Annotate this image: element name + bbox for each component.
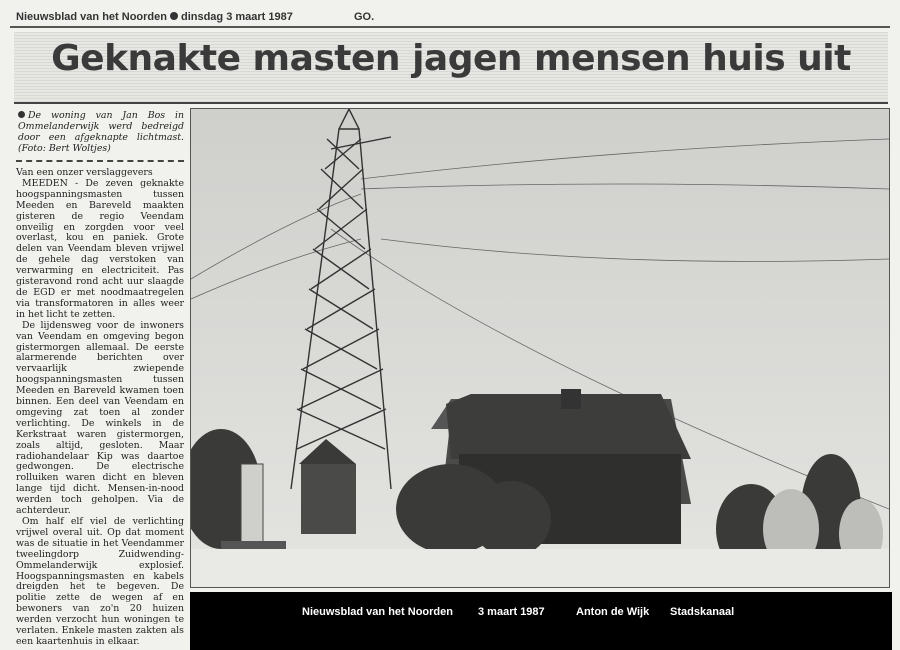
newspaper-name: Nieuwsblad van het Noorden xyxy=(16,11,167,23)
top-rule xyxy=(10,26,890,28)
paragraph: MEEDEN - De zeven geknakte hoogspanningsmasten tussen Meeden en Bareveld maakten gisteren de regio Veendam onveilig en zorgden voor veel overlast, kou en paniek. Grote delen van Veendam bleven vrijwel de gehele dag verstoken van verwarming en electriciteit. Pas gisteravond rond acht uur slaagde de EGD er met noodmaatregelen via transformatoren in alles weer in het licht te zetten. xyxy=(16,177,184,320)
masthead-section: GO. xyxy=(354,11,375,23)
credit-photographer: Anton de Wijk xyxy=(576,606,650,618)
caption-text: De woning van Jan Bos in Ommelanderwijk werd bedreigd door een afgeknapte lichtmast. (Foto: Bert Woltjes) xyxy=(18,110,184,154)
article-column xyxy=(14,110,184,650)
masthead-date: dinsdag 3 maart 1987 xyxy=(180,11,293,23)
article-body xyxy=(16,168,184,648)
photo-caption xyxy=(18,110,184,154)
credit-source: Nieuwsblad van het Noorden xyxy=(302,606,453,618)
masthead-left xyxy=(16,11,293,23)
photo-illustration xyxy=(191,109,889,587)
snowy-ground xyxy=(191,549,889,587)
news-photo xyxy=(190,108,890,588)
credit-bar xyxy=(190,592,892,650)
masthead xyxy=(14,8,874,28)
credit-date: 3 maart 1987 xyxy=(478,606,545,618)
bullet-icon xyxy=(170,12,178,20)
divider xyxy=(16,160,184,162)
headline-box xyxy=(14,32,888,104)
paragraph: Om half elf viel de verlichting vrijwel overal uit. Op dat moment was de situatie in het Veendammer tweelingdorp Zuidwending-Ommelanderwijk explosief. Hoogspanningsmasten en kabels dreigden het te begeven. De politie zette de wegen af en bewoners van zo'n 20 huizen werden verzocht hun woningen te verlaten. Enkele masten zakten als een kaartenhuis in elkaar. xyxy=(16,516,184,647)
paragraph: De lijdensweg voor de inwoners van Veendam en omgeving begon gistermorgen allemaal. De eerste alarmerende berichten over vervaarlijk zwiepende hoogspanningsmasten tussen Meeden en Bareveld kwamen toen binnen. Een deel van Veendam en omgeving zat toen al zonder verlichting. De winkels in de Kerkstraat waren gistermorgen, zoals altijd, gesloten. Maar radiohandelaar Kip was daartoe gedwongen. De electrische rolluiken waren dicht en bleven lange tijd dicht. Mensen-in-nood werden toch geholpen. Via de achterdeur. xyxy=(16,319,184,517)
headline: Geknakte masten jagen mensen huis uit xyxy=(51,38,851,79)
credit-location: Stadskanaal xyxy=(670,606,735,618)
monument xyxy=(241,464,263,544)
byline: Van een onzer verslaggevers xyxy=(16,167,153,178)
bullet-icon xyxy=(18,111,25,118)
